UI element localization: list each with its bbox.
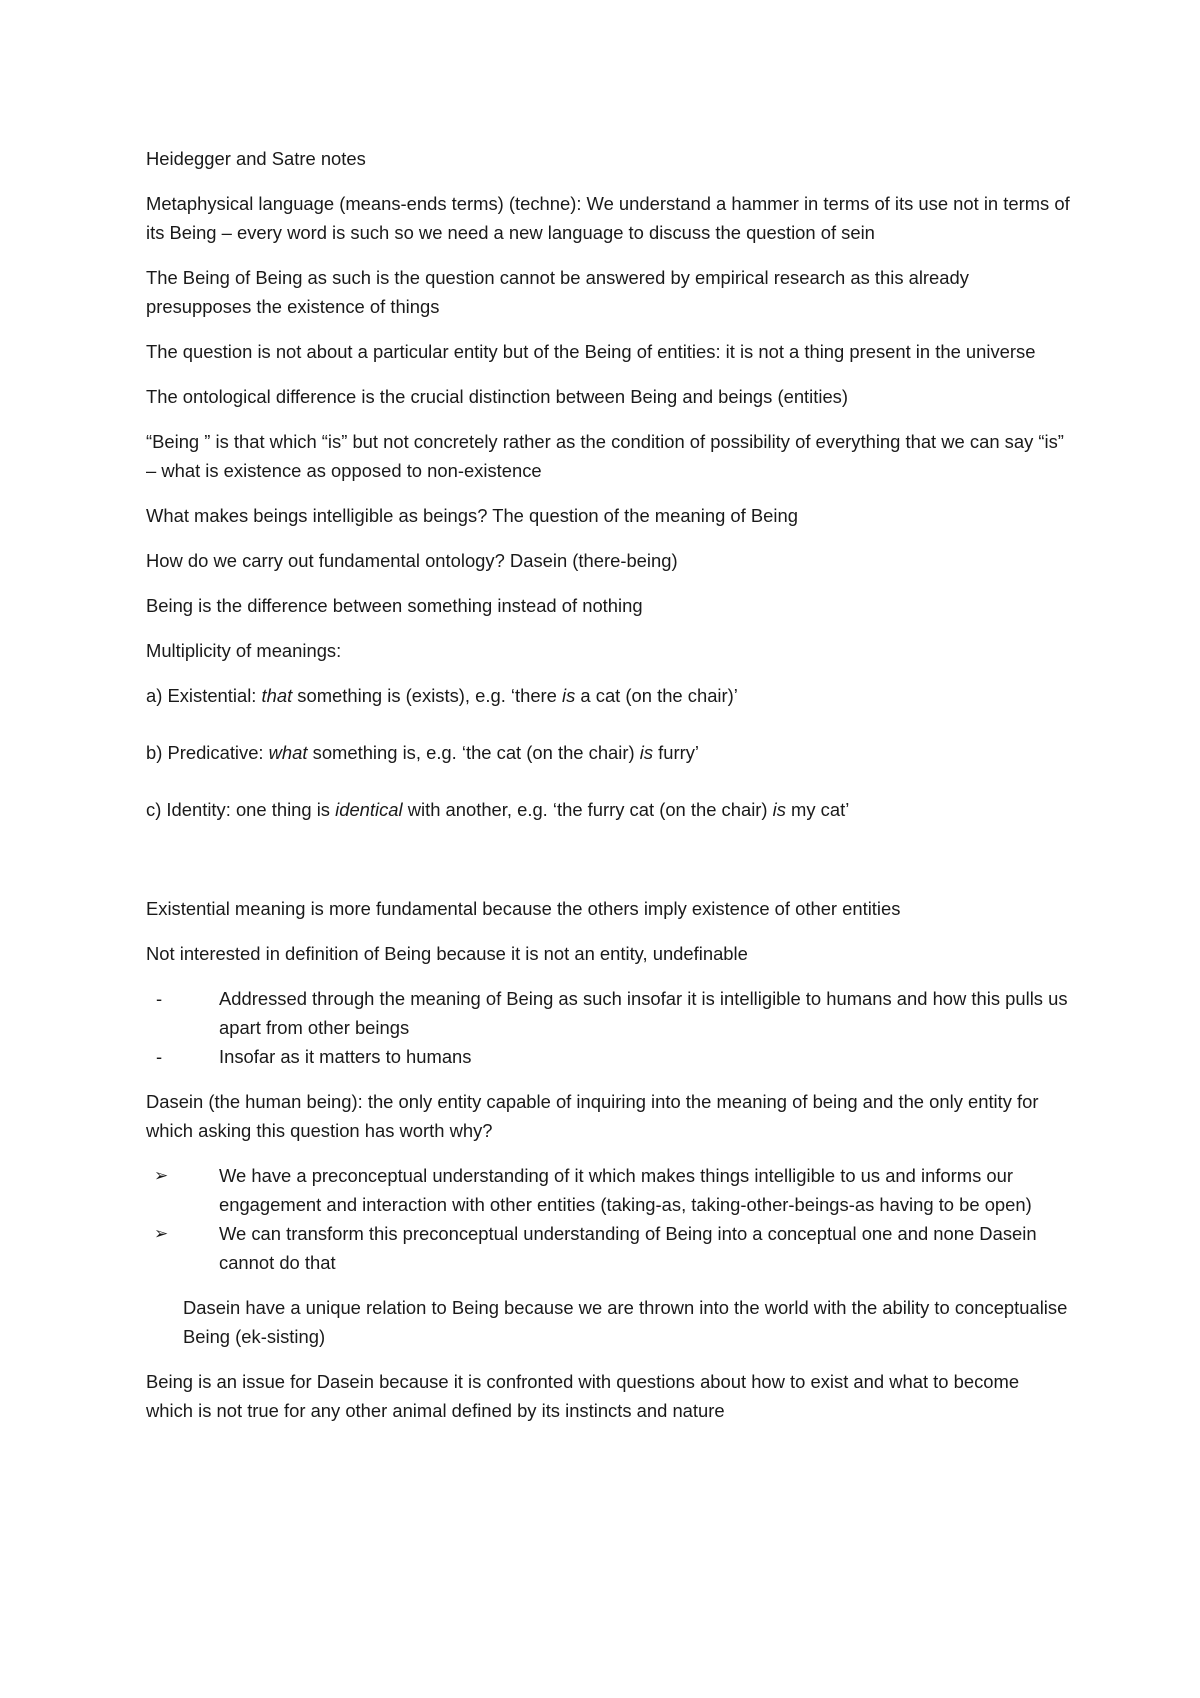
paragraph-unique-relation: Dasein have a unique relation to Being because we are thrown into the world with the ability to conceptualise Being (ek-sisting)	[183, 1297, 1068, 1347]
example-existential-lead: a) Existential:	[146, 685, 262, 706]
example-identity-is: is	[772, 799, 786, 820]
blank-line	[146, 852, 1071, 894]
list-item	[146, 1161, 1071, 1219]
example-identity	[146, 795, 1071, 824]
paragraph-issue-for-dasein: Being is an issue for Dasein because it is confronted with questions about how to exist and what to become which is not true for any other animal defined by its instincts and nature	[146, 1371, 1020, 1421]
example-identity-mid: with another, e.g. ‘the furry cat (on the chair)	[402, 799, 773, 820]
example-predicative-is: is	[639, 742, 654, 763]
example-identity-tail: my cat’	[785, 799, 850, 820]
example-existential-is: is	[562, 685, 576, 706]
example-predicative-tail: furry’	[653, 742, 699, 763]
paragraph-dasein: Dasein (the human being): the only entity capable of inquiring into the meaning of being and the only entity for which asking this question has worth why?	[146, 1091, 1039, 1141]
paragraph-particular-entity: The question is not about a particular entity but of the Being of entities: it is not a thing present in the universe	[146, 341, 1036, 362]
paragraph-fundamental-ontology: How do we carry out fundamental ontology? Dasein (there-being)	[146, 550, 678, 571]
paragraph-being-of-being: The Being of Being as such is the question cannot be answered by empirical research as this already presupposes the existence of things	[146, 267, 969, 317]
example-predicative-mid: something is, e.g. ‘the cat (on the chair)	[307, 742, 640, 763]
example-existential	[146, 681, 1071, 710]
paragraph-existential-fundamental: Existential meaning is more fundamental because the others imply existence of other entities	[146, 898, 901, 919]
arrow-bullet-icon: ➢	[154, 1224, 169, 1243]
paragraph-being-is: “Being ” is that which “is” but not concretely rather as the condition of possibility of everything that we can say “is” – what is existence as opposed to non-existence	[146, 431, 1064, 481]
list-item-text: Addressed through the meaning of Being as such insofar it is intelligible to humans and how this pulls us apart from other beings	[219, 988, 1068, 1038]
paragraph-intelligible: What makes beings intelligible as beings? The question of the meaning of Being	[146, 505, 798, 526]
paragraph-ontological-difference: The ontological difference is the crucial distinction between Being and beings (entities)	[146, 386, 848, 407]
document-title: Heidegger and Satre notes	[146, 148, 366, 169]
example-existential-mid: something is (exists), e.g. ‘there	[292, 685, 563, 706]
paragraph-not-interested: Not interested in definition of Being because it is not an entity, undefinable	[146, 943, 748, 964]
document-body	[146, 144, 1071, 1441]
dash-list	[146, 984, 1071, 1071]
list-item-text: Insofar as it matters to humans	[219, 1046, 472, 1067]
example-identity-lead: c) Identity: one thing is	[146, 799, 336, 820]
example-identity-emphasis: identical	[335, 799, 403, 820]
example-existential-emphasis: that	[261, 685, 293, 706]
example-predicative	[146, 738, 1071, 767]
paragraph-multiplicity: Multiplicity of meanings:	[146, 640, 342, 661]
example-existential-tail: a cat (on the chair)’	[575, 685, 738, 706]
paragraph-metaphysical-language: Metaphysical language (means-ends terms) (techne): We understand a hammer in terms of its use not in terms of its Being – every word is such so we need a new language to discuss the question of sein	[146, 193, 1070, 243]
paragraph-something-nothing: Being is the difference between something instead of nothing	[146, 595, 643, 616]
dash-marker: -	[156, 1046, 163, 1067]
arrow-bullet-icon: ➢	[154, 1166, 169, 1185]
list-item-text: We have a preconceptual understanding of it which makes things intelligible to us and informs our engagement and interaction with other entities (taking-as, taking-other-beings-as having to be open)	[219, 1165, 1032, 1215]
example-predicative-emphasis: what	[268, 742, 308, 763]
arrow-list	[146, 1161, 1071, 1277]
example-predicative-lead: b) Predicative:	[146, 742, 269, 763]
list-item	[146, 984, 1071, 1042]
list-item-text: We can transform this preconceptual understanding of Being into a conceptual one and none Dasein cannot do that	[219, 1223, 1037, 1273]
list-item	[146, 1219, 1071, 1277]
dash-marker: -	[156, 988, 163, 1009]
list-item	[146, 1042, 1071, 1071]
